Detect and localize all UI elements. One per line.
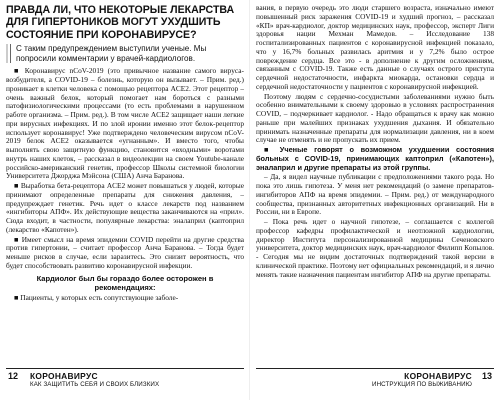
lead-block <box>6 44 244 63</box>
paragraph-2: ■ Выработка бета-рецептора ACE2 может повышаться у людей, которые принимают определенные препараты для снижения давления, – предупреждает генетик. Речь идет о классе лекарств под названием «ингибиторы АПФ». Их действующие вещества заканчиваются на «прил». Сюда входит, в частности, популярные лекарства: эналаприл (каптоприл (лекарство «Капотен»). <box>6 181 244 234</box>
running-title-right: КОРОНАВИРУС <box>404 371 472 381</box>
cardiologist-subhead: Кардиолог был бы гораздо более осторожен в рекомендациях: <box>36 273 214 292</box>
page-number-left: 12 <box>8 371 19 381</box>
paragraph-6: – Да, я видел научные публикации с предположениями такого рода. Но пока это лишь гипотеза. У меня нет рекомендаций (о замене препаратов-ингибиторов АПФ на время эпидемии. – Прим. ред.) от международного сообщества, признанных авторитетных инфекционных организаций. Ни в России, ни в Европе. <box>256 172 494 217</box>
footer-rule-left <box>6 368 244 369</box>
question-paragraph: ■ Ученые говорят о возможном ухудшении состояния больных с COVID-19, принимающих каптоприл («Капотен»), эналаприл и другие препараты из этой группы. <box>256 145 494 172</box>
article-headline: ПРАВДА ЛИ, ЧТО НЕКОТОРЫЕ ЛЕКАРСТВА ДЛЯ ГИПЕРТОНИКОВ МОГУТ УХУДШИТЬ СОСТОЯНИЕ ПРИ КОРОНАВИРУСЕ? <box>6 4 235 41</box>
left-page-column <box>6 4 244 361</box>
running-title-left: КОРОНАВИРУС <box>30 371 98 381</box>
page-footer <box>0 368 500 400</box>
footer-rule-right <box>256 368 494 369</box>
paragraph-1: ■ Коронавирус nCoV-2019 (это привычное название самого вируса-возбудителя, а COVID-19 – болезнь, которую он вызывает. – Прим. ред.) проникает в клетки человека с помощью рецептора ACE2. Этот рецептор – очень важный белок, который помогает нам бороться с разными патофизиологическими процессами (то есть проблемами в нарушенном работе организма. – Прим. ред.). В том числе ACE2 защищает наши легкие при вирусных инфекциях. И по злой иронии именно этот белок-рецептор использует коронавирус! Уже подтверждено человеческим вирусом nCoV-2019 белок ACE2 оказывается «угнанным». И вместо того, чтобы выполнять свою защитную функцию, становится «входными» воротами внутрь наших клеток, – рассказал в видеолекции на своем Youtube-канале российско-американский генетик, профессор Школы системной биологии Университета Джорджа Мэйсона (США) Анча Баранова. <box>6 66 244 181</box>
right-page-column <box>256 4 494 361</box>
running-subtitle-left: КАК ЗАЩИТИТЬ СЕБЯ И СВОИХ БЛИЗКИХ <box>30 381 160 388</box>
page-gutter <box>249 0 250 400</box>
lead-text: С таким предупреждением выступили ученые. Мы попросили комментарии у врачей-кардиологов. <box>10 44 244 63</box>
paragraph-5: Поэтому людям с сердечно-сосудистыми заболеваниями нужно быть особенно внимательными к своему здоровью в условиях распространения COVID, – подчеркивает кардиолог. - Надо обращаться к врачу как можно раньше при малейших признаках ухудшения дыхания. И обязательно принимать назначенные препараты для нормализации давления, ни в коем случае не отменять и не пропускать их прием. <box>256 91 494 145</box>
page-number-right: 13 <box>481 371 492 381</box>
running-subtitle-right: ИНСТРУКЦИЯ ПО ВЫЖИВАНИЮ <box>372 381 472 388</box>
paragraph-3: ■ Имеет смысл на время эпидемии COVID перейти на другие средства против гипертонии, – считает профессор Анча Баранова. – Тогда будет меньше рисков в случае, если заразитесь. Это снизит вероятность, что будет способствовать развитию коронавирусной инфекции. <box>6 234 244 270</box>
paragraph-4-start: ■ Пациенты, у которых есть сопутствующие заболе- <box>14 292 179 302</box>
paragraph-7: – Пока речь идет о научной гипотезе, – соглашается с коллегой профессор кафедры профилактической и неотложной кардиологии, директор Института персонализированной медицины Сеченовского университета, доктор медицинских наук, врач-кардиолог Филипп Копылов. - Сегодня мы не видим достаточных подтверждений такой версии в клинической практике. Поэтому нет официальных рекомендаций, и я лично менять такие назначения пациентам ингибитор АПФ на другие препараты. <box>256 217 494 279</box>
paragraph-continued: вания, в первую очередь это люди старшего возраста, изначально имеют повышенный риск заражения COVID-19 и худший прогноз, – рассказал «КП» врач-кардиолог, доктор медицинских наук, профессор, эксперт Лиги здоровья нации Мехман Мамедов. – Исследование 138 госпитализированных пациентов с коронавирусной инфекцией показало, что у 16,7% больных развилась аритмия и у 7,2% было острое повреждение сердца. Все это - в дополнение к другим осложнениям, связанным с COVID-19. Также есть данные о случаях острого приступа сердечной недостаточности, инфаркта миокарда, остановки сердца и сердечной недостаточности у пациентов с коронавирусной инфекцией. <box>256 4 494 91</box>
